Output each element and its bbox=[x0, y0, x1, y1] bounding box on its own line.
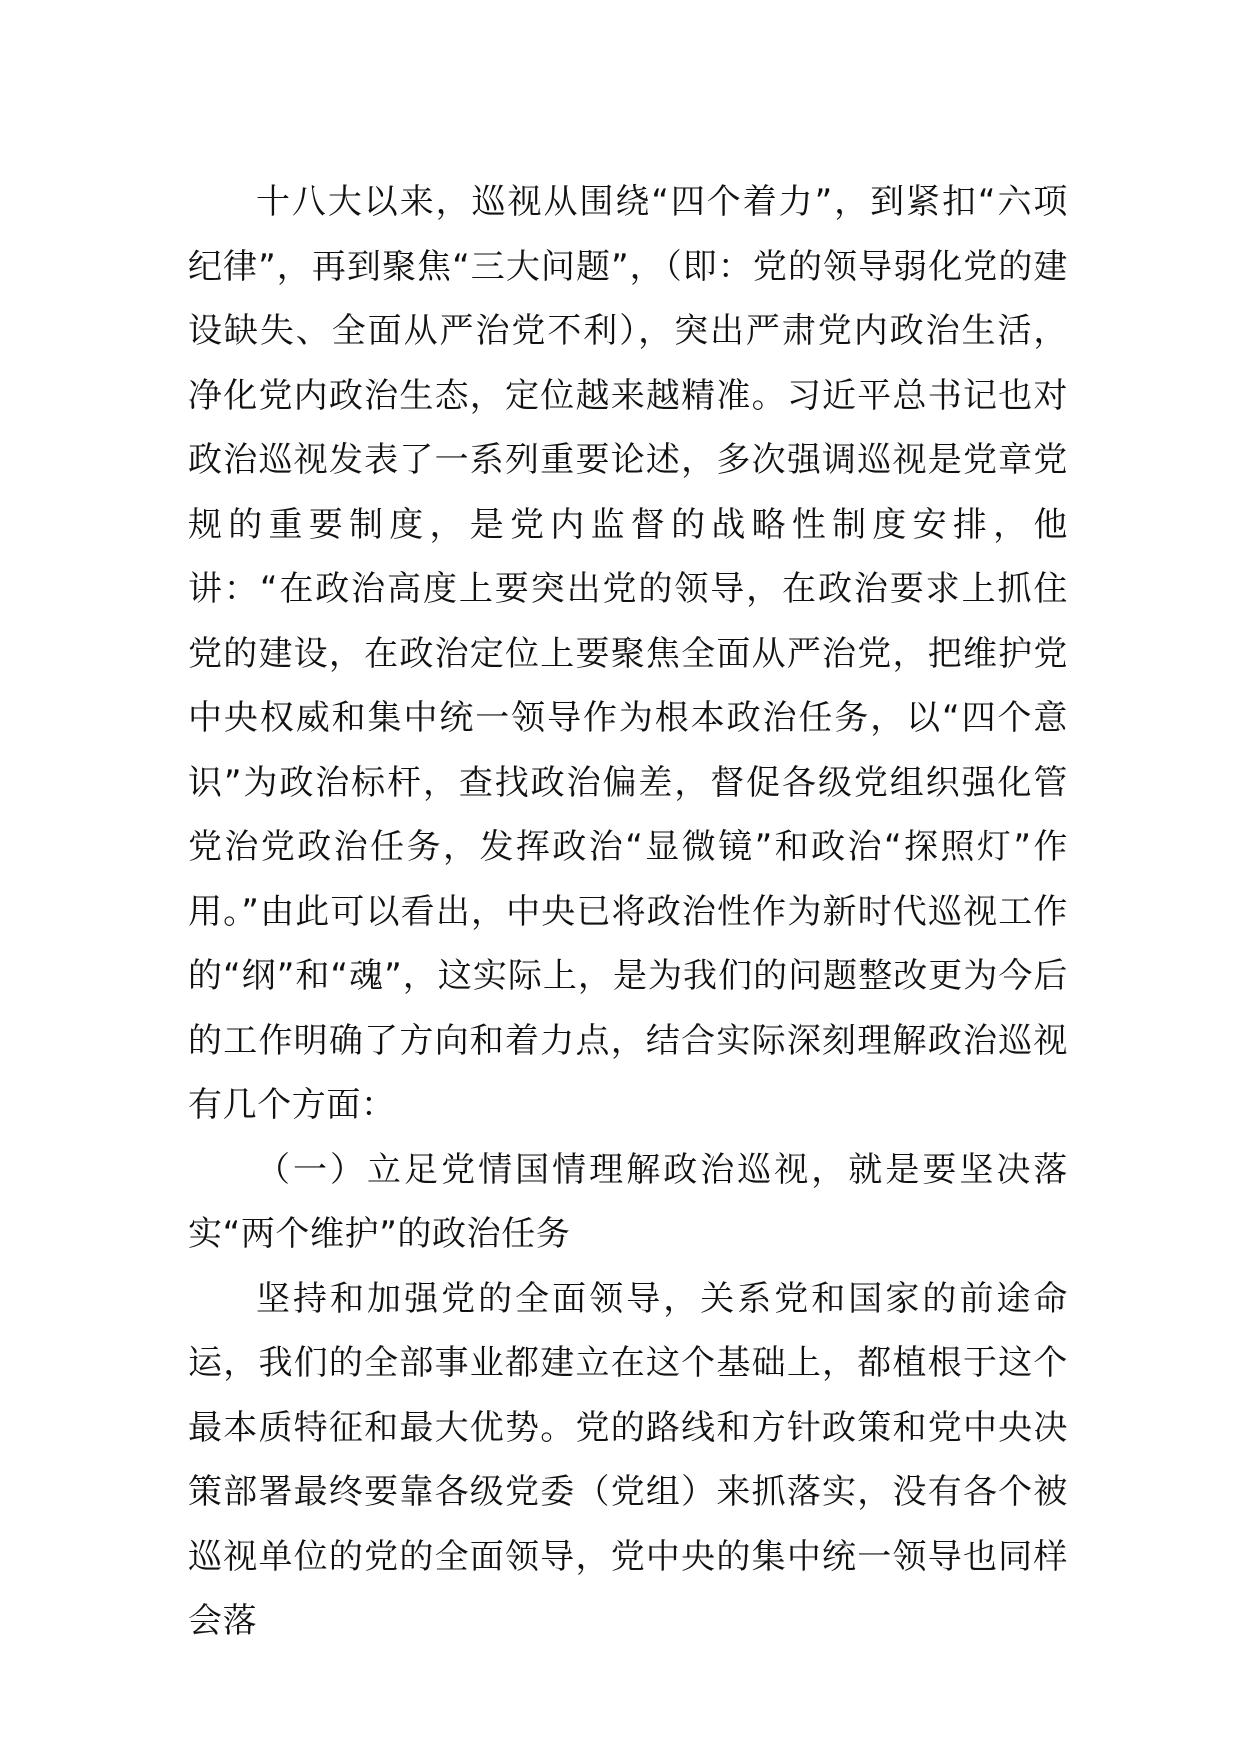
paragraph-2: 坚持和加强党的全面领导，关系党和国家的前途命运，我们的全部事业都建立在这个基础上，都植根于这个最本质特征和最大优势。党的路线和方针政策和党中央决策部署最终要靠各级党委（党组）来抓落实，没有各个被巡视单位的党的全面领导，党中央的集中统一领导也同样会落 bbox=[188, 1278, 1068, 1641]
document-body bbox=[188, 170, 1068, 1654]
paragraph-1: 十八大以来，巡视从围绕“四个着力”，到紧扣“六项纪律”，再到聚焦“三大问题”，（即：党的领导弱化党的建设缺失、全面从严治党不利），突出严肃党内政治生活，净化党内政治生态，定位越来越精准。习近平总书记也对政治巡视发表了一系列重要论述，多次强调巡视是党章党规的重要制度，是党内监督的战略性制度安排，他讲：“在政治高度上要突出党的领导，在政治要求上抓住党的建设，在政治定位上要聚焦全面从严治党，把维护党中央权威和集中统一领导作为根本政治任务，以“四个意识”为政治标杆，查找政治偏差，督促各级党组织强化管党治党政治任务，发挥政治“显微镜”和政治“探照灯”作用。”由此可以看出，中央已将政治性作为新时代巡视工作的“纲”和“魂”，这实际上，是为我们的问题整改更为今后的工作明确了方向和着力点，结合实际深刻理解政治巡视有几个方面： bbox=[188, 182, 1068, 1125]
section-heading-1: （一）立足党情国情理解政治巡视，就是要坚决落实“两个维护”的政治任务 bbox=[188, 1149, 1068, 1254]
